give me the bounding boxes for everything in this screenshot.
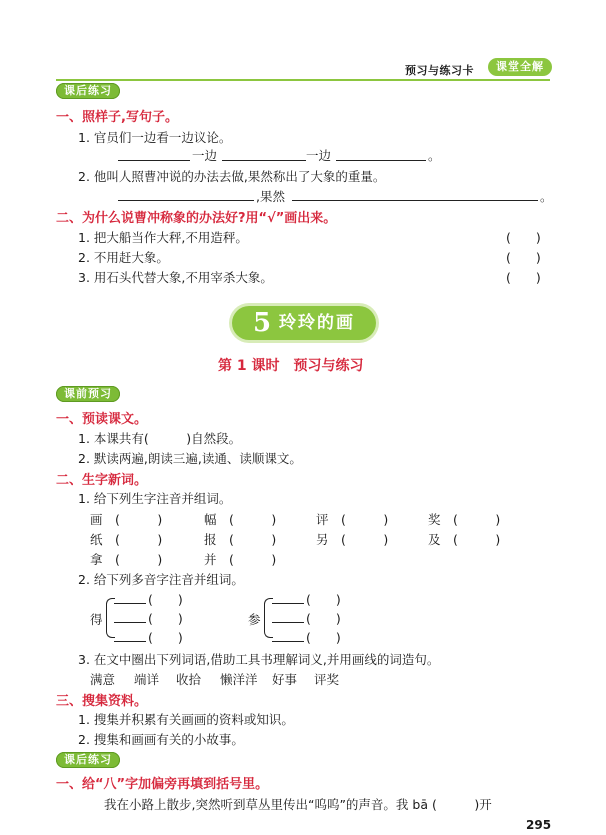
lesson-title: 玲玲的画 (279, 313, 356, 333)
char-entry: 画 ( ) (90, 512, 163, 527)
char-entry: 并 ( ) (204, 552, 277, 567)
question-text: 3. 在文中圈出下列词语,借助工具书理解词义,并用画线的词造句。 (78, 652, 440, 667)
vocab-word: 满意 (90, 672, 116, 687)
brace-icon (106, 598, 115, 638)
pattern-word: ,果然 (256, 189, 285, 204)
question-text: 2. 默读两遍,朗读三遍,读通、读顺课文。 (78, 451, 302, 466)
question-text: 1. 官员们一边看一边议论。 (78, 130, 232, 145)
word-bracket[interactable]: ( ) (148, 611, 183, 626)
answer-blank[interactable] (222, 160, 306, 161)
pinyin-blank[interactable] (114, 641, 146, 642)
vocab-word: 端详 (134, 672, 160, 687)
char-entry: 纸 ( ) (90, 532, 163, 547)
word-bracket[interactable]: ( ) (306, 611, 341, 626)
answer-bracket[interactable]: ( ) (506, 270, 541, 285)
word-bracket[interactable]: ( ) (306, 592, 341, 607)
answer-blank[interactable] (336, 160, 426, 161)
header-rule (56, 79, 550, 81)
polyphonic-char: 得 (90, 612, 103, 627)
header-badge: 课堂全解 (488, 58, 552, 76)
pinyin-blank[interactable] (272, 603, 304, 604)
vocab-word: 懒洋洋 (220, 672, 258, 687)
pinyin-blank[interactable] (114, 622, 146, 623)
lesson-number: 5 (252, 308, 274, 338)
char-entry: 报 ( ) (204, 532, 277, 547)
section-heading: 二、为什么说曹冲称象的办法好?用“√”画出来。 (56, 211, 337, 226)
word-bracket[interactable]: ( ) (148, 630, 183, 645)
lesson-subtitle: 第 1 课时 预习与练习 (218, 358, 364, 374)
passage-text: 我在小路上散步,突然听到草丛里传出“呜呜”的声音。我 bā ( )开 (104, 797, 492, 812)
pinyin-blank[interactable] (272, 641, 304, 642)
question-text: 2. 搜集和画画有关的小故事。 (78, 732, 244, 747)
section-heading: 一、给“八”字加偏旁再填到括号里。 (56, 777, 269, 792)
char-entry: 评 ( ) (316, 512, 389, 527)
section-tag-after-class: 课后练习 (56, 752, 120, 768)
pattern-word: 一边 (306, 148, 332, 163)
section-tag-before-class: 课前预习 (56, 386, 120, 402)
brace-icon (264, 598, 273, 638)
question-text: 1. 给下列生字注音并组词。 (78, 491, 232, 506)
char-entry: 幅 ( ) (204, 512, 277, 527)
char-entry: 另 ( ) (316, 532, 389, 547)
answer-blank[interactable] (292, 200, 538, 201)
vocab-word: 好事 (272, 672, 298, 687)
header-title: 预习与练习卡 (405, 64, 474, 77)
pattern-word: 一边 (192, 148, 218, 163)
page-number: 295 (526, 818, 552, 832)
question-text: 1. 本课共有( )自然段。 (78, 431, 242, 446)
question-text: 2. 给下列多音字注音并组词。 (78, 572, 244, 587)
char-entry: 拿 ( ) (90, 552, 163, 567)
word-bracket[interactable]: ( ) (148, 592, 183, 607)
section-tag-after-class: 课后练习 (56, 83, 120, 99)
section-heading: 一、照样子,写句子。 (56, 110, 178, 125)
answer-blank[interactable] (118, 160, 190, 161)
char-entry: 及 ( ) (428, 532, 501, 547)
section-heading: 三、搜集资料。 (56, 694, 148, 709)
vocab-word: 评奖 (314, 672, 340, 687)
char-entry: 奖 ( ) (428, 512, 501, 527)
section-heading: 一、预读课文。 (56, 412, 148, 427)
lesson-title-banner (232, 306, 376, 340)
option-item: 3. 用石头代替大象,不用宰杀大象。 (78, 270, 273, 285)
section-heading: 二、生字新词。 (56, 473, 148, 488)
polyphonic-char: 参 (248, 612, 261, 627)
question-text: 1. 搜集并积累有关画画的资料或知识。 (78, 712, 294, 727)
answer-bracket[interactable]: ( ) (506, 250, 541, 265)
answer-blank[interactable] (118, 200, 254, 201)
question-text: 2. 他叫人照曹冲说的办法去做,果然称出了大象的重量。 (78, 169, 386, 184)
pinyin-blank[interactable] (272, 622, 304, 623)
period: 。 (428, 148, 441, 163)
option-item: 2. 不用赶大象。 (78, 250, 169, 265)
option-item: 1. 把大船当作大秤,不用造秤。 (78, 230, 248, 245)
answer-bracket[interactable]: ( ) (506, 230, 541, 245)
period: 。 (540, 189, 553, 204)
vocab-word: 收拾 (176, 672, 202, 687)
pinyin-blank[interactable] (114, 603, 146, 604)
word-bracket[interactable]: ( ) (306, 630, 341, 645)
